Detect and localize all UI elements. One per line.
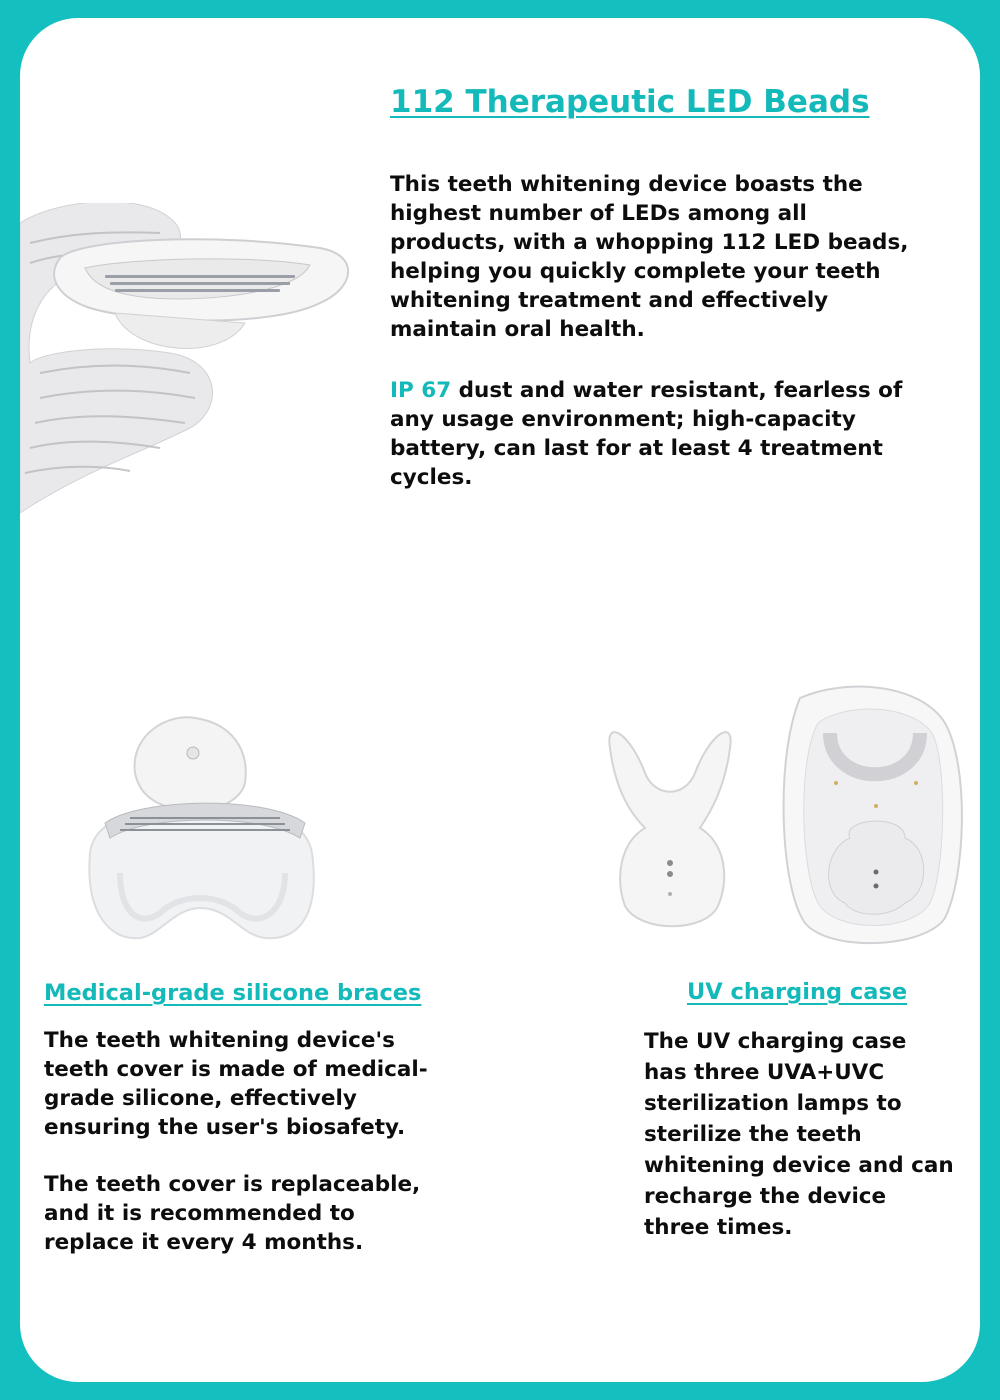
led-beads-title: 112 Therapeutic LED Beads bbox=[390, 84, 870, 120]
teeth-cover-replacement-note: The teeth cover is replaceable, and it is recommended to replace it every 4 months. bbox=[44, 1172, 421, 1255]
silicone-braces-title: Medical-grade silicone braces bbox=[44, 980, 422, 1006]
content-card bbox=[20, 18, 980, 1382]
uv-case-title: UV charging case bbox=[687, 979, 908, 1005]
ip67-description-text: dust and water resistant, fearless of any usage environment; high-capacity battery, can last for at least 4 treatment cycles. bbox=[390, 378, 903, 490]
device-and-charging-case-image bbox=[600, 678, 965, 953]
hand-holding-device-image bbox=[20, 203, 360, 518]
ip67-description bbox=[390, 376, 910, 492]
silicone-braces-description: The teeth whitening device's teeth cover is made of medical-grade silicone, effectively ensuring the user's biosafety. bbox=[44, 1028, 428, 1140]
mouthpiece-device-image bbox=[80, 713, 330, 948]
led-beads-description: This teeth whitening device boasts the highest number of LEDs among all products, with a whopping 112 LED beads, helping you quickly complete your teeth whitening treatment and effectively maintain oral health. bbox=[390, 172, 909, 342]
ip67-highlight: IP 67 bbox=[390, 378, 452, 403]
uv-case-description: The UV charging case has three UVA+UVC sterilization lamps to sterilize the teeth whitening device and can recharge the device three times. bbox=[644, 1029, 954, 1240]
